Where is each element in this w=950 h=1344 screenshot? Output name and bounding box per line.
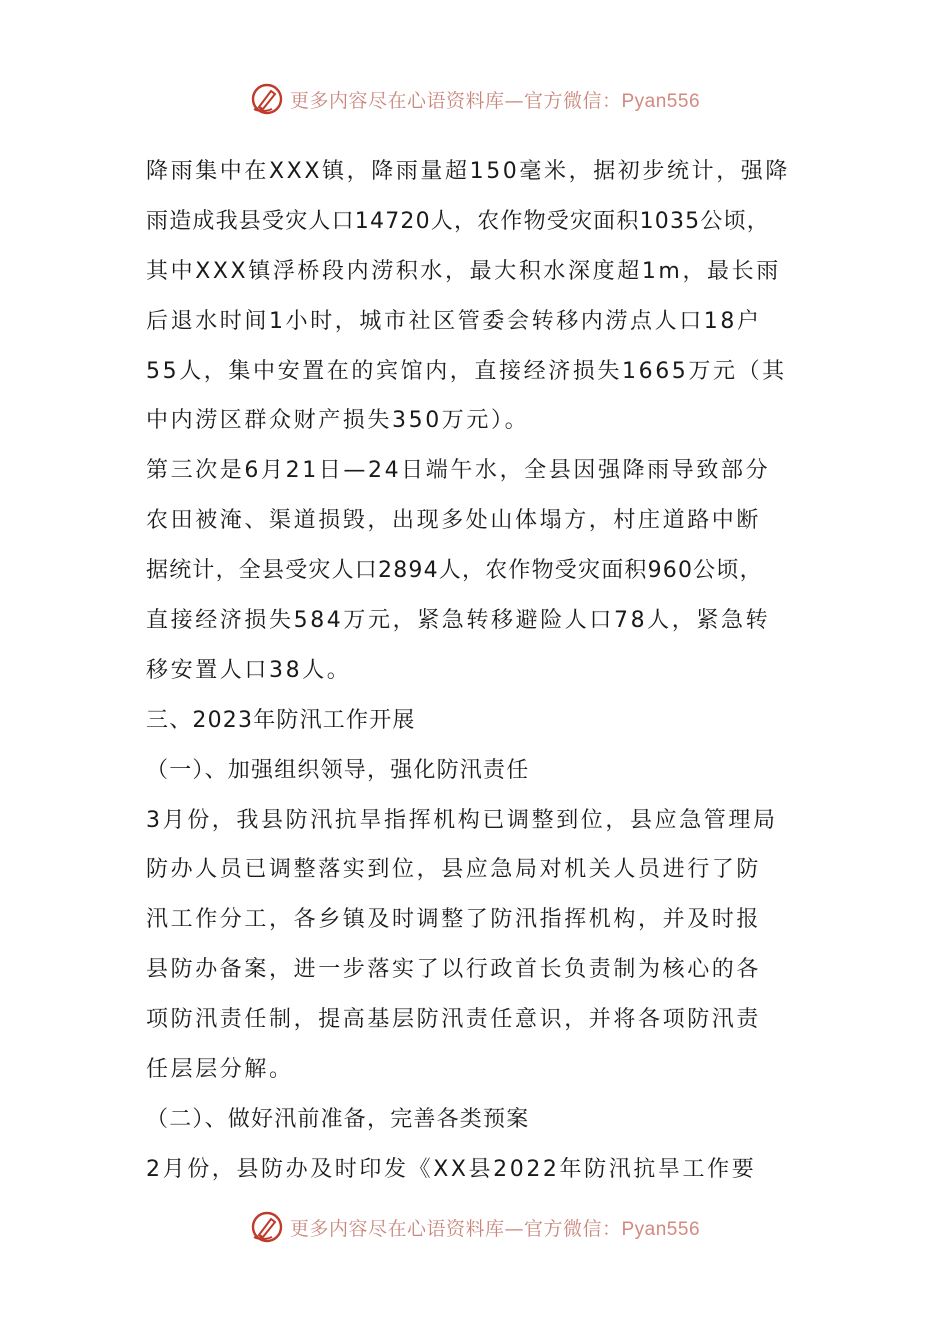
body-line: 防办人员已调整落实到位，县应急局对机关人员进行了防 [146,857,762,883]
pen-logo-icon [250,82,284,116]
body-line: 移安置人口38人。 [146,657,352,683]
body-line: 雨造成我县受灾人口14720人，农作物受灾面积1035公顷， [146,208,770,234]
watermark-banner-bottom [0,1210,950,1244]
subsection-heading: （一）、加强组织领导，强化防汛责任 [146,757,530,783]
document-body [146,147,816,1195]
pen-logo-icon [250,1210,284,1244]
body-line: 农田被淹、渠道损毁，出现多处山体塌方，村庄道路中断 [146,508,762,534]
body-line: 55人，集中安置在的宾馆内，直接经济损失1665万元（其 [146,358,787,384]
subsection-heading: （二）、做好汛前准备，完善各类预案 [146,1106,530,1132]
body-line: 2月份，县防办及时印发《XX县2022年防汛抗旱工作要 [146,1156,757,1182]
body-line: 其中XXX镇浮桥段内涝积水，最大积水深度超1m，最长雨 [146,258,781,284]
body-line: 项防汛责任制，提高基层防汛责任意识，并将各项防汛责 [146,1007,762,1033]
body-line: 3月份，我县防汛抗旱指挥机构已调整到位，县应急管理局 [146,807,778,833]
watermark-text: 更多内容尽在心语资料库—官方微信：Pyan556 [289,1217,701,1240]
watermark-text: 更多内容尽在心语资料库—官方微信：Pyan556 [289,89,701,112]
watermark-handle: Pyan556 [621,1218,701,1240]
body-line: 直接经济损失584万元，紧急转移避险人口78人，紧急转 [146,608,771,634]
watermark-handle: Pyan556 [621,90,701,112]
body-line: 汛工作分工，各乡镇及时调整了防汛指挥机构，并及时报 [146,907,762,933]
body-line: 县防办备案，进一步落实了以行政首长负责制为核心的各 [146,957,762,983]
body-line: 第三次是6月21日—24日端午水，全县因强降雨导致部分 [146,458,771,484]
body-line: 中内涝区群众财产损失350万元）。 [146,408,530,434]
body-line: 据统计，全县受灾人口2894人，农作物受灾面积960公顷， [146,558,763,584]
section-heading: 三、2023年防汛工作开展 [146,707,416,733]
body-line: 任层层分解。 [146,1057,294,1083]
body-line: 降雨集中在XXX镇，降雨量超150毫米，据初步统计，强降 [146,159,791,184]
body-line: 后退水时间1小时，城市社区管委会转移内涝点人口18户 [146,308,762,334]
watermark-banner-top [0,82,950,116]
